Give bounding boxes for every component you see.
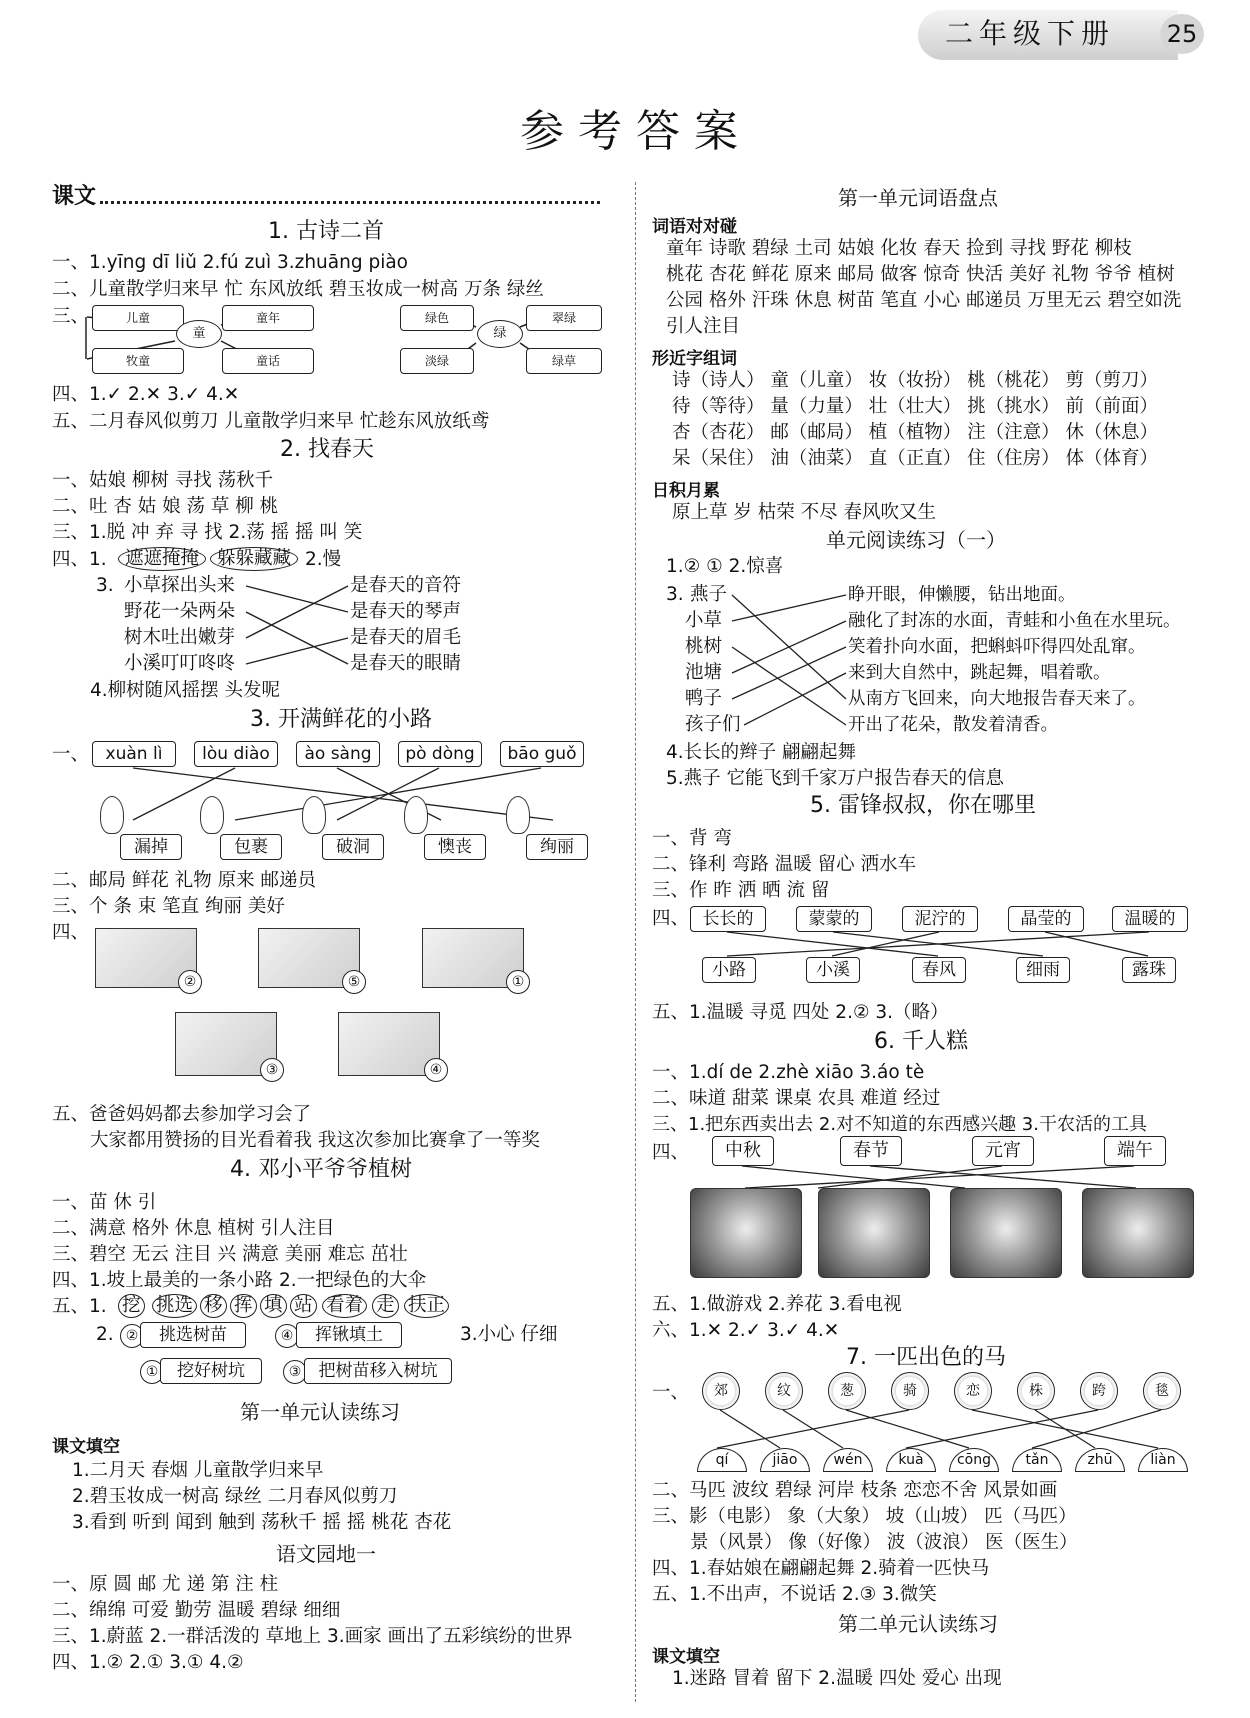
char-flower-6: 株	[1017, 1372, 1055, 1410]
l2-q3: 三、1.脱 冲 弃 寻 找 2.荡 摇 摇 叫 笑	[52, 522, 363, 543]
word-box-4: 懊丧	[424, 834, 486, 860]
garden-title: 语文园地一	[276, 1542, 376, 1566]
lesson-3-title: 3. 开满鲜花的小路	[250, 707, 432, 732]
garden-q1: 一、原 圆 邮 尤 递 第 注 柱	[52, 1574, 279, 1595]
festival-box-4: 端午	[1104, 1136, 1166, 1166]
l4-q5-circled-5: 填	[260, 1294, 287, 1318]
vocab-sub-1: 词语对对碰	[652, 217, 737, 237]
map2-item-2: 翠绿	[526, 305, 602, 331]
section-label: 课文	[52, 184, 97, 209]
l5-top-4: 晶莹的	[1008, 906, 1084, 932]
lesson-6-title: 6. 千人糕	[874, 1029, 968, 1054]
l4-q5-circled-7: 看着	[322, 1294, 367, 1318]
char-flower-5: 恋	[954, 1372, 992, 1410]
l7-q2: 二、马匹 波纹 碧绿 河岸 枝条 恋恋不舍 风景如画	[652, 1480, 1058, 1501]
vocab-sub-3: 日积月累	[652, 481, 720, 501]
reading-title: 单元阅读练习（一）	[826, 528, 1006, 552]
l7-q4: 四、1.春姑娘在翩翩起舞 2.骑着一匹快马	[652, 1558, 990, 1579]
l4-q5-circled-2: 挑选	[152, 1294, 197, 1318]
map1-item-1: 儿童	[92, 305, 184, 331]
l4-q2: 二、满意 格外 休息 植树 引人注目	[52, 1218, 335, 1239]
l3-q5-b: 大家都用赞扬的目光看着我 我这次参加比赛拿了一等奖	[90, 1130, 540, 1151]
l4-q5-3: 3.小心 仔细	[460, 1324, 558, 1345]
page-title: 参考答案	[520, 106, 752, 157]
l2-q4-circled-1: 遮遮掩掩	[118, 547, 206, 571]
map2-item-4: 绿草	[526, 348, 602, 374]
l5-q4-prefix: 四、	[652, 908, 690, 929]
match-right-1: 是春天的音符	[350, 575, 462, 596]
story-picture-2-number: ⑤	[342, 970, 366, 994]
pinyin-box-3: ào sàng	[296, 741, 380, 767]
l1-q2: 二、儿童散学归来早 忙 东风放纸 碧玉妆成一树高 万条 绿丝	[52, 279, 544, 300]
match-left-2: 野花一朵两朵	[124, 601, 236, 622]
word-box-1: 漏掉	[120, 834, 182, 860]
reading-right-6: 开出了花朵，散发着清香。	[848, 715, 1058, 735]
vocab-row-4: 引人注目	[666, 316, 741, 337]
l4-q5-prefix: 五、1.	[52, 1296, 107, 1317]
word-box-2: 包裹	[220, 834, 282, 860]
char-flower-2: 纹	[765, 1372, 803, 1410]
l3-q5-a: 五、爸爸妈妈都去参加学习会了	[52, 1104, 312, 1125]
story-picture-3-number: ①	[506, 970, 530, 994]
reading-left-5: 鸭子	[685, 688, 723, 709]
reading-right-5: 从南方飞回来，向大地报告春天来了。	[848, 689, 1146, 709]
match-left-1: 小草探出头来	[124, 575, 236, 596]
reading-left-6: 孩子们	[685, 714, 741, 735]
garden-q3: 三、1.蔚蓝 2.一群活泼的 草地上 3.画家 画出了五彩缤纷的世界	[52, 1626, 573, 1647]
l3-q2: 二、邮局 鲜花 礼物 原来 邮递员	[52, 870, 317, 891]
map2-center: 绿	[477, 320, 523, 348]
l5-top-2: 蒙蒙的	[796, 906, 872, 932]
u1-line-2: 2.碧玉妆成一树高 绿丝 二月春风似剪刀	[72, 1486, 398, 1507]
pinyin-box-2: lòu diào	[194, 741, 278, 767]
l4-q5-circled-9: 扶正	[404, 1294, 449, 1318]
u2-sub-label: 课文填空	[652, 1647, 720, 1667]
l5-top-3: 泥泞的	[902, 906, 978, 932]
pinyin-leaf-4: kuà	[886, 1448, 936, 1472]
word-box-5: 绚丽	[526, 834, 588, 860]
reading-left-3: 桃树	[685, 636, 723, 657]
l3-q4-prefix: 四、	[52, 922, 90, 943]
char-flower-3: 葱	[828, 1372, 866, 1410]
l5-q1: 一、背 弯	[652, 828, 732, 849]
pinyin-box-1: xuàn lì	[92, 741, 176, 767]
pinyin-leaf-7: zhū	[1075, 1448, 1125, 1472]
match-right-2: 是春天的琴声	[350, 601, 462, 622]
l1-q4: 四、1.✓ 2.✕ 3.✓ 4.✕	[52, 384, 240, 405]
reading-left-2: 小草	[685, 610, 723, 631]
l6-q3: 三、1.把东西卖出去 2.对不知道的东西感兴趣 3.干农活的工具	[652, 1114, 1147, 1135]
l5-bottom-4: 细雨	[1016, 957, 1070, 983]
l4-q5-circled-4: 挥	[230, 1294, 257, 1318]
l7-q3-a: 三、影（电影） 象（大象） 坡（山坡） 匹（马匹）	[652, 1506, 1077, 1527]
l1-q5: 五、二月春风似剪刀 儿童散学归来早 忙趁东风放纸鸢	[52, 411, 490, 432]
l5-bottom-3: 春风	[912, 957, 966, 983]
reading-left-4: 池塘	[685, 662, 723, 683]
l2-q2: 二、吐 杏 姑 娘 荡 草 柳 桃	[52, 496, 279, 517]
reading-q3-prefix: 3.	[666, 584, 684, 605]
festival-box-1: 中秋	[712, 1136, 774, 1166]
story-picture-5-number: ④	[424, 1058, 448, 1082]
reading-right-3: 笑着扑向水面，把蝌蚪吓得四处乱窜。	[848, 637, 1146, 657]
grade-label: 二年级下册	[945, 17, 1116, 50]
unit-1-reading-title: 第一单元认读练习	[240, 1400, 400, 1424]
match-right-3: 是春天的眉毛	[350, 627, 462, 648]
l2-q4-suffix: 2.慢	[305, 549, 342, 570]
l4-q5-circled-6: 站	[290, 1294, 317, 1318]
reading-right-4: 来到大自然中，跳起舞，唱着歌。	[848, 663, 1111, 683]
map1-item-2: 童年	[222, 305, 314, 331]
reading-right-2: 融化了封冻的水面，青蛙和小鱼在水里玩。	[848, 611, 1181, 631]
vocab-row-3: 公园 格外 汗珠 休息 树苗 笔直 小心 邮递员 万里无云 碧空如洗	[666, 290, 1182, 311]
reading-right-1: 睁开眼，伸懒腰，钻出地面。	[848, 585, 1076, 605]
reading-left-1: 燕子	[690, 584, 728, 605]
l7-q3-b: 景（风景） 像（好像） 波（波浪） 医（医生）	[690, 1532, 1078, 1553]
group-row-1: 诗（诗人） 童（儿童） 妆（妆扮） 桃（桃花） 剪（剪刀）	[672, 370, 1159, 391]
map1-center: 童	[176, 320, 222, 348]
map1-item-3: 牧童	[92, 348, 184, 374]
l4-q5-circled-8: 走	[372, 1294, 399, 1318]
l2-q4-3-prefix: 3.	[96, 575, 114, 596]
l5-q3: 三、作 昨 洒 晒 流 留	[652, 880, 830, 901]
char-flower-4: 骑	[891, 1372, 929, 1410]
match-right-4: 是春天的眼睛	[350, 653, 462, 674]
l4-q3: 三、碧空 无云 注目 兴 满意 美丽 难忘 茁壮	[52, 1244, 408, 1265]
l6-q6: 六、1.✕ 2.✓ 3.✓ 4.✕	[652, 1320, 840, 1341]
l5-bottom-5: 露珠	[1122, 957, 1176, 983]
l2-q4-circled-2: 躲躲藏藏	[210, 547, 298, 571]
l3-q3: 三、个 条 束 笔直 绚丽 美好	[52, 896, 285, 917]
step-4-number: ③	[283, 1360, 307, 1384]
l1-q1: 一、1.yīng dī liǔ 2.fú zuì 3.zhuāng piào	[52, 252, 408, 273]
step-3-text: 挖好树坑	[160, 1358, 262, 1384]
char-flower-7: 跨	[1080, 1372, 1118, 1410]
story-picture-1-number: ②	[178, 970, 202, 994]
char-flower-8: 毯	[1143, 1372, 1181, 1410]
l5-top-1: 长长的	[690, 906, 766, 932]
l6-q2: 二、味道 甜菜 课桌 农具 难道 经过	[652, 1088, 941, 1109]
pinyin-leaf-6: tǎn	[1012, 1448, 1062, 1472]
l1-q3-prefix: 三、	[52, 306, 90, 327]
step-2-number: ④	[275, 1324, 299, 1348]
map1-item-4: 童话	[222, 348, 314, 374]
step-1-text: 挑选树苗	[140, 1322, 246, 1348]
l7-q5: 五、1.不出声，不说话 2.③ 3.微笑	[652, 1584, 937, 1605]
l7-q1-prefix: 一、	[652, 1382, 690, 1403]
lesson-7-title: 7. 一匹出色的马	[846, 1345, 1006, 1370]
lesson-1-title: 1. 古诗二首	[268, 219, 384, 244]
garden-q4: 四、1.② 2.① 3.① 4.②	[52, 1652, 244, 1673]
page-number: 25	[1160, 14, 1204, 54]
l2-q1: 一、姑娘 柳树 寻找 荡秋千	[52, 470, 274, 491]
pinyin-box-5: bāo guǒ	[500, 741, 584, 767]
group-row-4: 呆（呆住） 油（油菜） 直（正直） 住（住房） 体（体育）	[672, 448, 1159, 469]
group-row-2: 待（等待） 量（力量） 壮（壮大） 挑（挑水） 前（前面）	[672, 396, 1159, 417]
pinyin-box-4: pò dòng	[398, 741, 482, 767]
festival-box-2: 春节	[840, 1136, 902, 1166]
match-left-3: 树木吐出嫩芽	[124, 627, 236, 648]
pinyin-leaf-3: wén	[823, 1448, 873, 1472]
l2-q4-prefix: 四、1.	[52, 549, 107, 570]
word-box-3: 破洞	[322, 834, 384, 860]
festival-box-3: 元宵	[972, 1136, 1034, 1166]
l6-q4-prefix: 四、	[652, 1142, 690, 1163]
l2-q4-4: 4.柳树随风摇摆 头发呢	[90, 680, 281, 701]
u1-line-1: 1.二月天 春烟 儿童散学归来早	[72, 1460, 324, 1481]
match-left-4: 小溪叮叮咚咚	[124, 653, 236, 674]
vocab-title: 第一单元词语盘点	[838, 186, 998, 210]
lesson-2-title: 2. 找春天	[280, 437, 374, 462]
group-row-3: 杏（杏花） 邮（邮局） 植（植物） 注（注意） 休（休息）	[672, 422, 1159, 443]
story-picture-4-number: ③	[260, 1058, 284, 1082]
l5-bottom-1: 小路	[702, 957, 756, 983]
map2-item-3: 淡绿	[400, 348, 474, 374]
vocab-row-1: 童年 诗歌 碧绿 土司 姑娘 化妆 春天 捡到 寻找 野花 柳枝	[666, 238, 1132, 259]
map2-item-1: 绿色	[400, 305, 474, 331]
reading-q4: 4.长长的辫子 翩翩起舞	[666, 742, 857, 763]
l4-q5-circled-1: 挖	[118, 1294, 145, 1318]
lesson-4-title: 4. 邓小平爷爷植树	[230, 1157, 412, 1182]
l4-q1: 一、苗 休 引	[52, 1192, 157, 1213]
vocab-sub-2: 形近字组词	[652, 349, 737, 369]
step-1-number: ②	[120, 1324, 144, 1348]
garden-q2: 二、绵绵 可爱 勤劳 温暖 碧绿 细细	[52, 1600, 341, 1621]
u1-sub-label: 课文填空	[52, 1437, 120, 1457]
unit-2-reading-title: 第二单元认读练习	[838, 1612, 998, 1636]
accumulation-line: 原上草 岁 枯荣 不尽 春风吹又生	[672, 502, 937, 523]
step-2-text: 挥锹填土	[296, 1322, 402, 1348]
lesson-5-title: 5. 雷锋叔叔，你在哪里	[810, 793, 1036, 818]
l6-q1: 一、1.dí de 2.zhè xiāo 3.áo tè	[652, 1062, 925, 1083]
l4-q5-circled-3: 移	[200, 1294, 227, 1318]
pinyin-leaf-2: jiāo	[760, 1448, 810, 1472]
l6-q5: 五、1.做游戏 2.养花 3.看电视	[652, 1294, 902, 1315]
l4-q4: 四、1.坡上最美的一条小路 2.一把绿色的大伞	[52, 1270, 427, 1291]
l3-q1-prefix: 一、	[52, 744, 90, 765]
l5-top-5: 温暖的	[1112, 906, 1188, 932]
pinyin-leaf-1: qí	[697, 1448, 747, 1472]
l5-bottom-2: 小溪	[806, 957, 860, 983]
reading-q5: 5.燕子 它能飞到千家万户报告春天的信息	[666, 768, 1005, 789]
vocab-row-2: 桃花 杏花 鲜花 原来 邮局 做客 惊奇 快活 美好 礼物 爷爷 植树	[666, 264, 1175, 285]
step-4-text: 把树苗移入树坑	[304, 1358, 452, 1384]
step-3-number: ①	[140, 1360, 164, 1384]
u2-line-1: 1.迷路 冒着 留下 2.温暖 四处 爱心 出现	[672, 1668, 1002, 1689]
pinyin-leaf-8: liàn	[1138, 1448, 1188, 1472]
l4-q5-2-prefix: 2.	[96, 1324, 114, 1345]
u1-line-3: 3.看到 听到 闻到 触到 荡秋千 摇 摇 桃花 杏花	[72, 1512, 452, 1533]
char-flower-1: 郊	[702, 1372, 740, 1410]
pinyin-leaf-5: cōng	[949, 1448, 999, 1472]
reading-q1: 1.② ① 2.惊喜	[666, 556, 784, 577]
l5-q5: 五、1.温暖 寻觅 四处 2.② 3.（略）	[652, 1002, 949, 1023]
l5-q2: 二、锋利 弯路 温暖 留心 洒水车	[652, 854, 917, 875]
